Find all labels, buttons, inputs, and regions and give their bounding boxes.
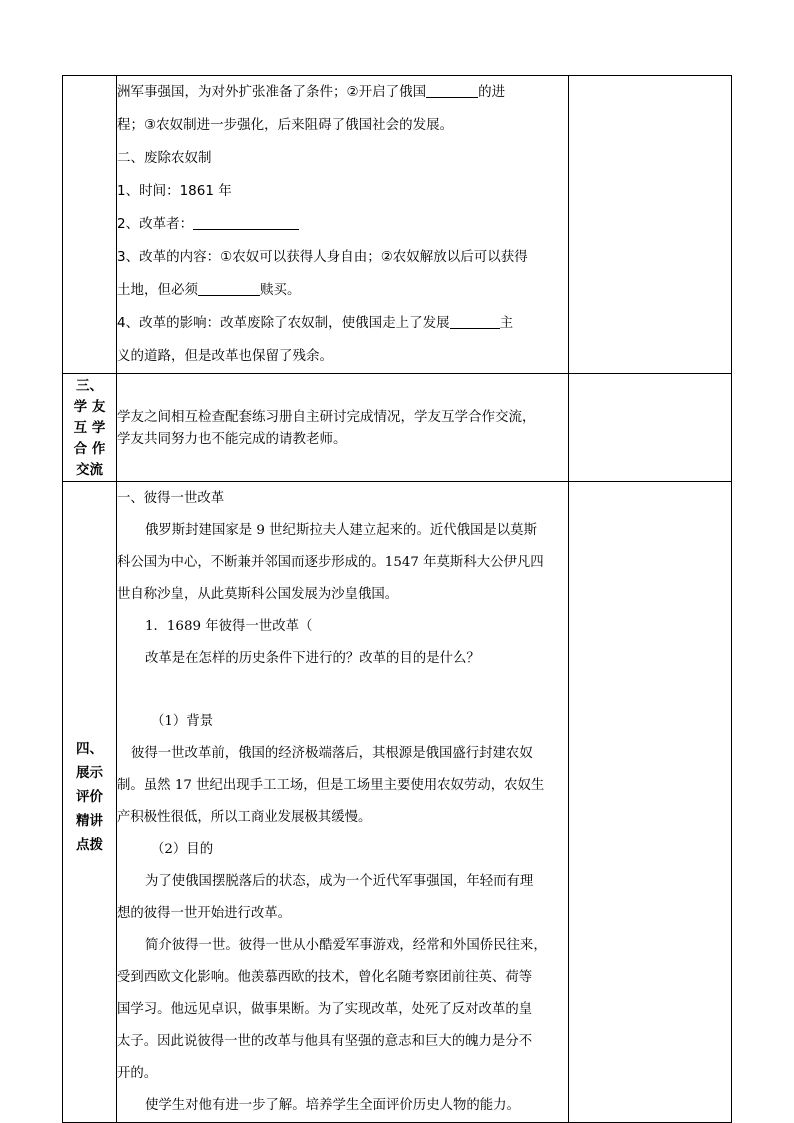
paragraph: 俄罗斯封建国家是 9 世纪斯拉夫人建立起来的。近代俄国是以莫斯 科公国为中心，不断兼并邻国而逐步形成的。1547 年莫斯科大公伊凡四 世自称沙皇，从此莫斯科公国发展为沙皇俄国。 [117,523,544,602]
section-heading: 二、废除农奴制 [117,150,212,166]
notes-cell [569,482,732,1123]
peer-exchange-content [117,374,569,482]
subheading-background: （1）背景 [151,714,214,729]
paragraph: 为了使俄国摆脱落后的状态，成为一个近代军事强国，年轻而有理 想的彼得一世开始进行改革。 [117,874,534,921]
paragraph: 使学生对他有进一步了解。培养学生全面评价历史人物的能力。 [145,1098,520,1113]
table-row-presentation [63,482,732,1123]
reformer-label: 2、改革者： [117,216,194,232]
subheading-aim: （2）目的 [151,842,214,857]
notes-cell [569,374,732,482]
notes-cell [569,76,732,374]
lesson-plan-table [62,75,732,1123]
fill-blank [426,83,478,98]
subheading: 1．1689 年彼得一世改革（ [145,619,313,634]
paragraph: 简介彼得一世。彼得一世从小酷爱军事游戏，经常和外国侨民往来， 受到西欧文化影响。他羡慕西欧的技术，曾化名随考察团前往英、荷等 国学习。他远见卓识，做事果断。为了实现改革，处死了反对改革的皇 太子。因此说彼得一世的改革与他具有坚强的意志和巨大的魄力是分不 开的。 [117,938,547,1081]
text-line: 主 [499,315,514,331]
text-line: 义的道路，但是改革也保留了残余。 [117,348,333,364]
fill-blank [193,215,299,230]
table-row-peer-exchange [63,374,732,482]
text-line: 洲军事强国，为对外扩张准备了条件；②开启了俄国 [117,84,427,100]
row-label-peer-exchange: 三、 学 友 互 学 合 作 交流 [63,374,117,482]
row-label-presentation: 四、 展示 评价 精讲 点拨 [63,482,117,1123]
row-label-empty [63,76,117,374]
text-line: 程；③农奴制进一步强化，后来阻碍了俄国社会的发展。 [117,117,454,133]
fill-blank [198,281,260,296]
text-line: 学友之间相互检查配套练习册自主研讨完成情况，学友互学合作交流， [117,408,536,425]
reform-content-line: 3、改革的内容：①农奴可以获得人身自由；②农奴解放以后可以获得 [117,249,528,265]
text-line: 学友共同努力也不能完成的请教老师。 [117,430,347,447]
section-heading: 一、彼得一世改革 [117,491,225,506]
text-line: 4、改革的影响：改革废除了农奴制，使俄国走上了发展 [117,315,450,331]
text-line: 土地，但必须 [117,282,198,298]
text-line: 的进 [478,84,506,100]
fill-blank [450,314,500,329]
reform-time: 1、时间：1861 年 [117,183,232,199]
paragraph: 彼得一世改革前，俄国的经济极端落后，其根源是俄国盛行封建农奴 制。虽然 17 世纪出现手工工场，但是工场里主要使用农奴劳动，农奴生 产积极性很低，所以工商业发展极其缓慢。 [117,746,545,825]
question: 改革是在怎样的历史条件下进行的？改革的目的是什么？ [145,651,480,666]
table-row-reform-review [63,76,732,374]
reform-review-content [117,76,569,374]
text-line: 赎买。 [260,282,301,298]
presentation-content [117,482,569,1123]
